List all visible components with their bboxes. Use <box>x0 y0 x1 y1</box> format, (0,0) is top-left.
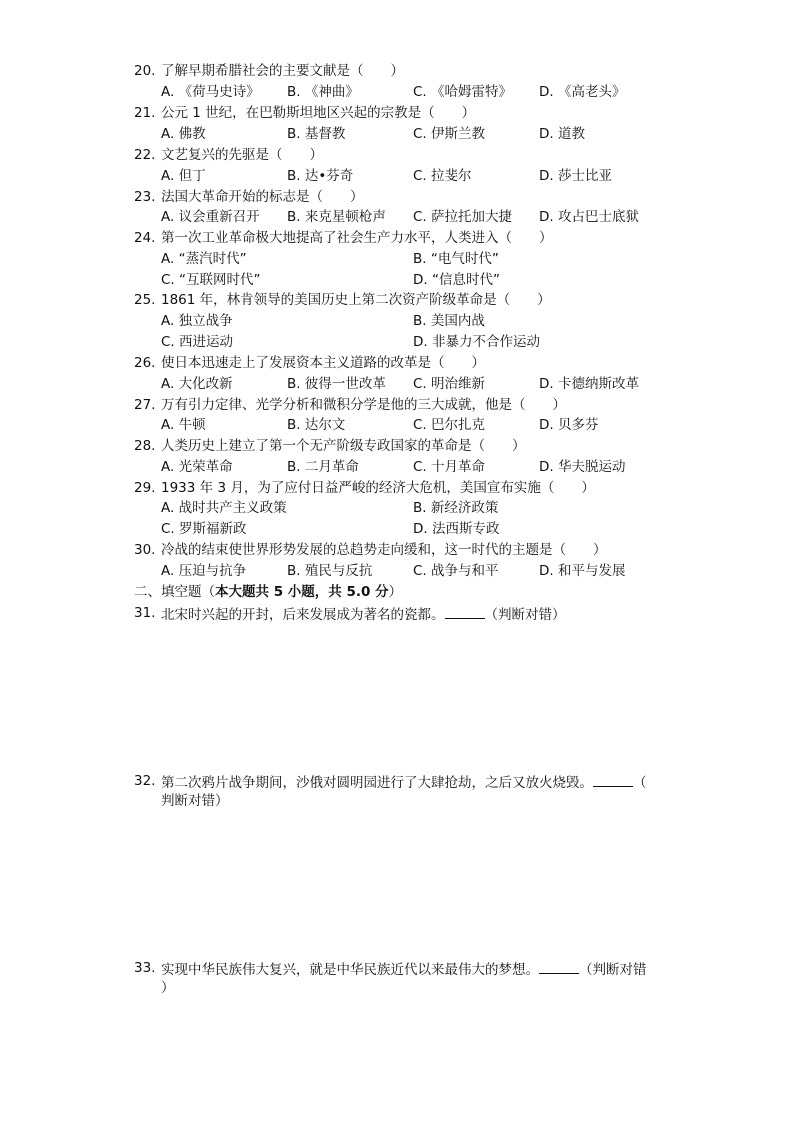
option-c: C. 拉斐尔 <box>413 168 472 184</box>
question-text: 法国大革命开始的标志是（ ） <box>161 189 364 205</box>
question-number: 30. <box>134 542 156 558</box>
section-prefix: 二、填空题（ <box>134 584 215 600</box>
question-number: 23. <box>134 189 156 205</box>
question-number: 28. <box>134 438 156 454</box>
option-d: D. 华夫脱运动 <box>539 459 626 475</box>
option-a: A. 大化改新 <box>161 376 233 392</box>
question-text: 公元 1 世纪，在巴勒斯坦地区兴起的宗教是（ ） <box>161 105 476 121</box>
option-c: C. 巴尔扎克 <box>413 417 486 433</box>
option-b: B. 《神曲》 <box>287 84 359 100</box>
option-c: C. 战争与和平 <box>413 563 499 579</box>
option-d: D. 道教 <box>539 126 585 142</box>
question-tail: （ <box>633 775 647 791</box>
question-number: 22. <box>134 147 156 163</box>
question-text: 冷战的结束使世界形势发展的总趋势走向缓和，这一时代的主题是（ ） <box>161 542 607 558</box>
question-number: 32. <box>134 773 156 789</box>
answer-blank[interactable] <box>539 959 579 974</box>
option-a: A. 佛教 <box>161 126 206 142</box>
option-c: C. 西进运动 <box>161 334 234 350</box>
question-text: 第二次鸦片战争期间，沙俄对圆明园进行了大肆抢劫，之后又放火烧毁。 <box>161 775 593 791</box>
question-text: 实现中华民族伟大复兴，就是中华民族近代以来最伟大的梦想。 <box>161 962 539 978</box>
option-b: B. 美国内战 <box>413 313 485 329</box>
option-d: D. 攻占巴士底狱 <box>539 209 639 225</box>
fill-question <box>161 959 647 979</box>
section-suffix: ） <box>388 584 403 600</box>
option-d: D. “信息时代” <box>413 272 500 288</box>
question-text: 了解早期希腊社会的主要文献是（ ） <box>161 63 404 79</box>
option-b: B. 达•芬奇 <box>287 168 354 184</box>
question-number: 24. <box>134 230 156 246</box>
option-a: A. 战时共产主义政策 <box>161 500 287 516</box>
option-b: B. 新经济政策 <box>413 500 499 516</box>
option-b: B. 来克星顿枪声 <box>287 209 386 225</box>
question-number: 31. <box>134 605 156 621</box>
option-a: A. 牛顿 <box>161 417 206 433</box>
option-a: A. 议会重新召开 <box>161 209 260 225</box>
option-a: A. 独立战争 <box>161 313 233 329</box>
option-a: A. 光荣革命 <box>161 459 233 475</box>
option-b: B. 二月革命 <box>287 459 359 475</box>
question-tail: （判断对错） <box>484 607 566 623</box>
question-text: 1861 年，林肯领导的美国历史上第二次资产阶级革命是（ ） <box>161 292 551 308</box>
option-c: C. 《哈姆雷特》 <box>413 84 513 100</box>
question-number: 27. <box>134 397 156 413</box>
option-d: D. 非暴力不合作运动 <box>413 334 540 350</box>
option-a: A. 但丁 <box>161 168 206 184</box>
question-number: 25. <box>134 292 156 308</box>
section-detail: 本大题共 5 小题，共 5.0 分 <box>215 584 389 600</box>
question-tail-line: 判断对错） <box>161 793 229 809</box>
option-c: C. “互联网时代” <box>161 272 261 288</box>
question-number: 20. <box>134 63 156 79</box>
option-b: B. 达尔文 <box>287 417 346 433</box>
option-a: A. 《荷马史诗》 <box>161 84 260 100</box>
option-b: B. 彼得一世改革 <box>287 376 386 392</box>
option-a: A. “蒸汽时代” <box>161 251 247 267</box>
option-a: A. 压迫与抗争 <box>161 563 247 579</box>
question-number: 29. <box>134 480 156 496</box>
option-d: D. 和平与发展 <box>539 563 626 579</box>
option-b: B. 殖民与反抗 <box>287 563 373 579</box>
answer-blank[interactable] <box>593 772 633 787</box>
question-text: 第一次工业革命极大地提高了社会生产力水平，人类进入（ ） <box>161 230 553 246</box>
option-c: C. 罗斯福新政 <box>161 521 247 537</box>
fill-question <box>161 604 566 624</box>
option-c: C. 十月革命 <box>413 459 486 475</box>
question-number: 21. <box>134 105 156 121</box>
answer-blank[interactable] <box>445 604 485 619</box>
question-text: 人类历史上建立了第一个无产阶级专政国家的革命是（ ） <box>161 438 526 454</box>
question-number: 26. <box>134 355 156 371</box>
question-text: 万有引力定律、光学分析和微积分学是他的三大成就，他是（ ） <box>161 397 566 413</box>
option-d: D. 贝多芬 <box>539 417 599 433</box>
question-text: 文艺复兴的先驱是（ ） <box>161 147 323 163</box>
option-b: B. 基督教 <box>287 126 346 142</box>
question-number: 33. <box>134 960 156 976</box>
option-c: C. 伊斯兰教 <box>413 126 486 142</box>
question-text: 使日本迅速走上了发展资本主义道路的改革是（ ） <box>161 355 485 371</box>
option-b: B. “电气时代” <box>413 251 499 267</box>
option-d: D. 莎士比亚 <box>539 168 612 184</box>
option-d: D. 《高老头》 <box>539 84 626 100</box>
question-tail: （判断对错 <box>579 962 647 978</box>
question-text: 北宋时兴起的开封，后来发展成为著名的瓷都。 <box>161 607 445 623</box>
question-text: 1933 年 3 月，为了应付日益严峻的经济大危机，美国宣布实施（ ） <box>161 480 595 496</box>
option-d: D. 卡德纳斯改革 <box>539 376 639 392</box>
question-tail-line: ） <box>161 980 175 996</box>
option-c: C. 萨拉托加大捷 <box>413 209 513 225</box>
fill-question <box>161 772 647 792</box>
option-c: C. 明治维新 <box>413 376 486 392</box>
section-heading <box>134 583 402 601</box>
option-d: D. 法西斯专政 <box>413 521 500 537</box>
